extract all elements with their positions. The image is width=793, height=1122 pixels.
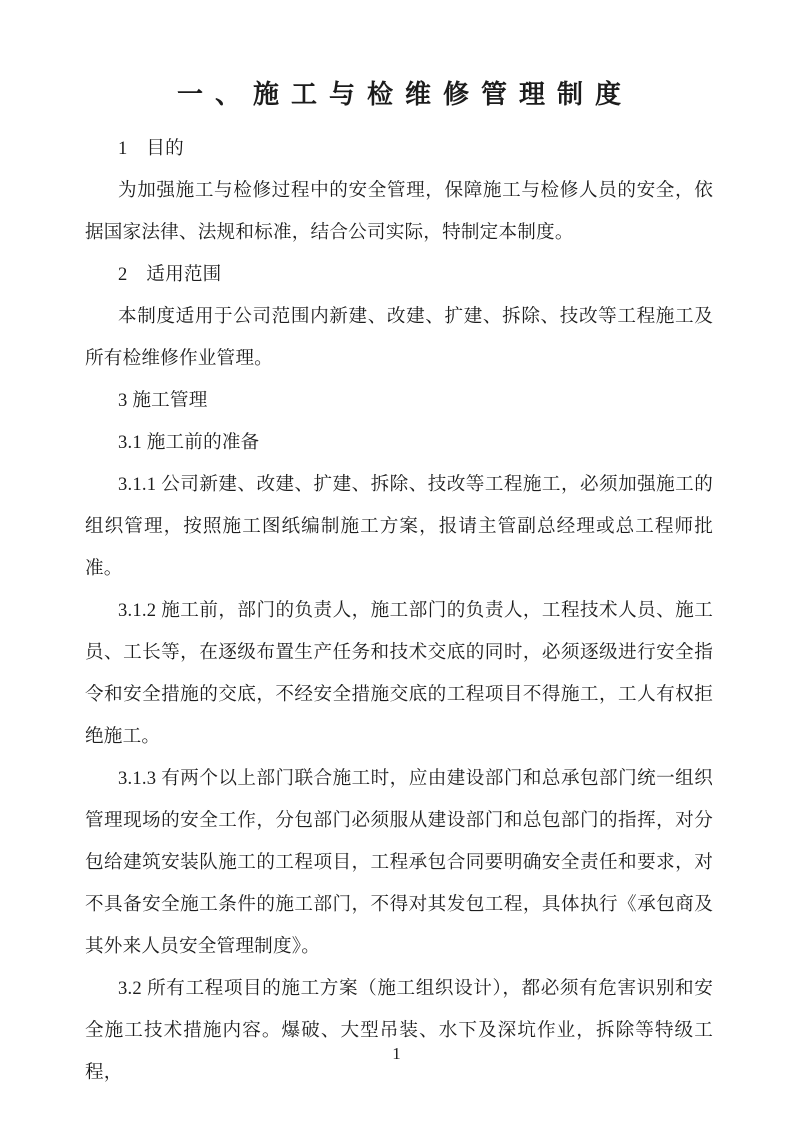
- page-number: 1: [392, 1044, 401, 1063]
- paragraph: 3.1.2 施工前，部门的负责人，施工部门的负责人，工程技术人员、施工员、工长等，在逐级布置生产任务和技术交底的同时，必须逐级进行安全指令和安全措施的交底，不经安全措施交底的工程项目不得施工，工人有权拒绝施工。: [85, 600, 713, 747]
- paragraph: 3.1.1 公司新建、改建、扩建、拆除、技改等工程施工，必须加强施工的组织管理，按照施工图纸编制施工方案，报请主管副总经理或总工程师批准。: [85, 474, 713, 579]
- section-heading: 3.1 施工前的准备: [118, 432, 260, 453]
- section-heading: 1 目的: [118, 138, 184, 159]
- paragraph: 3.1.3 有两个以上部门联合施工时，应由建设部门和总承包部门统一组织管理现场的安全工作，分包部门必须服从建设部门和总包部门的指挥，对分包给建筑安装队施工的工程项目，工程承包合同要明确安全责任和要求，对不具备安全施工条件的施工部门，不得对其发包工程，具体执行《承包商及其外来人员安全管理制度》。: [85, 768, 713, 957]
- section-heading: 2 适用范围: [118, 264, 222, 285]
- section-heading: 3 施工管理: [118, 390, 208, 411]
- paragraph: 3.2 所有工程项目的施工方案（施工组织设计），都必须有危害识别和安全施工技术措施内容。爆破、大型吊装、水下及深坑作业，拆除等特级工程，: [85, 978, 713, 1083]
- document-body: [85, 128, 713, 1094]
- paragraph: 为加强施工与检修过程中的安全管理，保障施工与检修人员的安全，依据国家法律、法规和标准，结合公司实际，特制定本制度。: [85, 180, 713, 243]
- document-content: [85, 78, 713, 1094]
- paragraph: 本制度适用于公司范围内新建、改建、扩建、拆除、技改等工程施工及所有检维修作业管理。: [85, 306, 713, 369]
- document-title: 一、施工与检维修管理制度: [176, 80, 633, 109]
